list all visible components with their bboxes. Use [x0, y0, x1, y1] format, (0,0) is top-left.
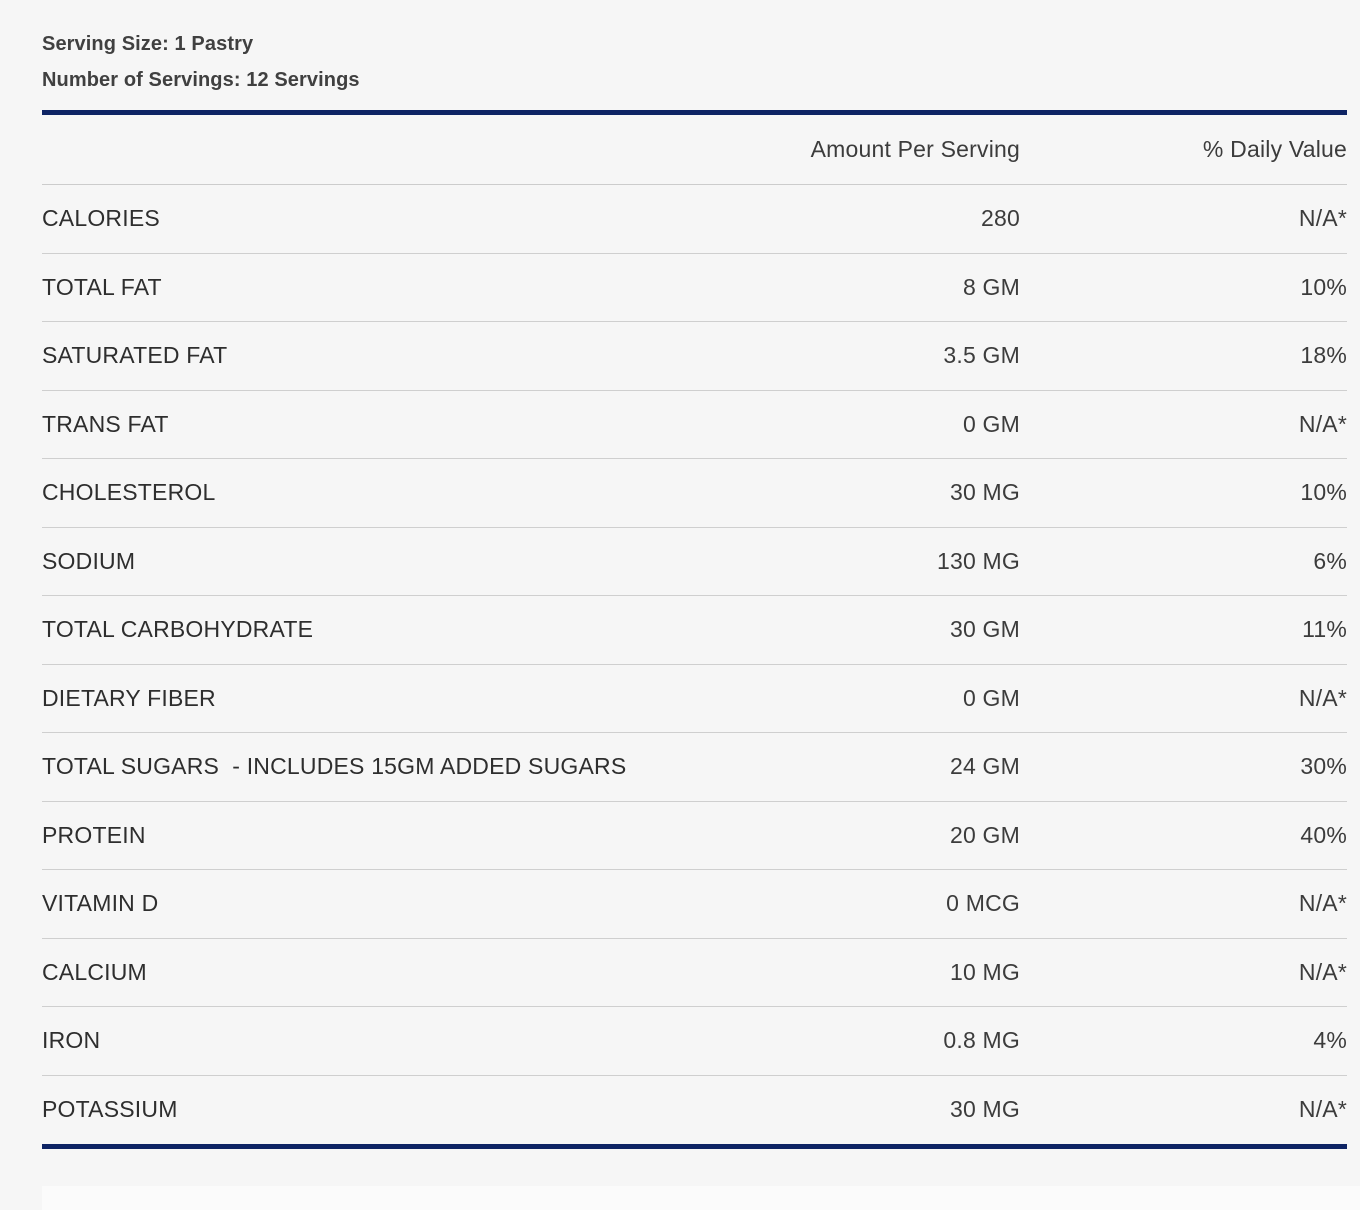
nutrient-label: DIETARY FIBER — [42, 684, 216, 711]
nutrient-amount: 10 MG — [949, 958, 1020, 985]
table-row — [42, 322, 1347, 391]
table-row — [42, 391, 1347, 460]
table-row — [42, 733, 1347, 802]
table-header-row — [42, 115, 1347, 185]
nutrient-label: TRANS FAT — [42, 410, 169, 437]
table-row — [42, 665, 1347, 734]
table-row — [42, 596, 1347, 665]
nutrient-daily-value: N/A* — [1298, 410, 1347, 437]
nutrient-daily-value: 11% — [1302, 616, 1347, 643]
nutrient-daily-value: 30% — [1300, 753, 1347, 780]
table-body — [42, 185, 1347, 1144]
nutrient-label: VITAMIN D — [42, 890, 159, 917]
nutrition-table — [42, 115, 1347, 1144]
nutrient-daily-value: 18% — [1300, 342, 1347, 369]
nutrient-label: SATURATED FAT — [42, 342, 228, 369]
nutrient-daily-value: N/A* — [1298, 958, 1347, 985]
nutrient-label: TOTAL FAT — [42, 273, 162, 300]
number-of-servings-text: Number of Servings: 12 Servings — [42, 69, 360, 91]
table-row — [42, 1007, 1347, 1076]
nutrient-label: POTASSIUM — [42, 1096, 178, 1123]
table-row — [42, 870, 1347, 939]
nutrient-amount: 8 GM — [962, 273, 1020, 300]
nutrient-label: TOTAL SUGARS - INCLUDES 15GM ADDED SUGARS — [42, 753, 627, 780]
nutrient-amount: 3.5 GM — [943, 342, 1020, 369]
nutrient-daily-value: N/A* — [1298, 890, 1347, 917]
table-row — [42, 185, 1347, 254]
table-row — [42, 1076, 1347, 1145]
table-row — [42, 459, 1347, 528]
table-row — [42, 939, 1347, 1008]
serving-info — [42, 0, 1347, 98]
nutrient-amount: 30 MG — [949, 1096, 1020, 1123]
table-row — [42, 528, 1347, 597]
nutrient-label: PROTEIN — [42, 821, 146, 848]
nutrient-amount: 280 — [981, 205, 1020, 232]
nutrient-label: CHOLESTEROL — [42, 479, 216, 506]
nutrient-daily-value: 10% — [1300, 273, 1347, 300]
bottom-divider-rule — [42, 1144, 1347, 1149]
nutrient-amount: 130 MG — [936, 547, 1020, 574]
nutrient-amount: 0 GM — [962, 410, 1020, 437]
nutrient-daily-value: 10% — [1300, 479, 1347, 506]
nutrient-amount: 30 GM — [949, 616, 1020, 643]
nutrient-amount: 24 GM — [949, 753, 1020, 780]
nutrient-amount: 0 GM — [962, 684, 1020, 711]
nutrient-label: CALCIUM — [42, 958, 147, 985]
daily-value-column-header: % Daily Value — [1202, 136, 1347, 162]
nutrient-daily-value: 4% — [1313, 1027, 1347, 1054]
table-row — [42, 254, 1347, 323]
bottom-strip — [42, 1186, 1360, 1210]
nutrient-amount: 0 MCG — [946, 890, 1020, 917]
nutrient-daily-value: N/A* — [1298, 205, 1347, 232]
table-row — [42, 802, 1347, 871]
nutrient-daily-value: 6% — [1313, 547, 1347, 574]
nutrient-amount: 0.8 MG — [943, 1027, 1020, 1054]
amount-per-serving-column-header: Amount Per Serving — [810, 136, 1020, 162]
nutrient-label: CALORIES — [42, 205, 160, 232]
nutrient-amount: 20 GM — [949, 821, 1020, 848]
nutrient-label: IRON — [42, 1027, 101, 1054]
serving-size-text: Serving Size: 1 Pastry — [42, 33, 254, 55]
nutrient-daily-value: 40% — [1300, 821, 1347, 848]
nutrient-daily-value: N/A* — [1298, 684, 1347, 711]
nutrient-label: TOTAL CARBOHYDRATE — [42, 616, 314, 643]
nutrient-label: SODIUM — [42, 547, 136, 574]
nutrient-amount: 30 MG — [949, 479, 1020, 506]
nutrient-daily-value: N/A* — [1298, 1096, 1347, 1123]
nutrition-facts-container — [42, 0, 1347, 1149]
